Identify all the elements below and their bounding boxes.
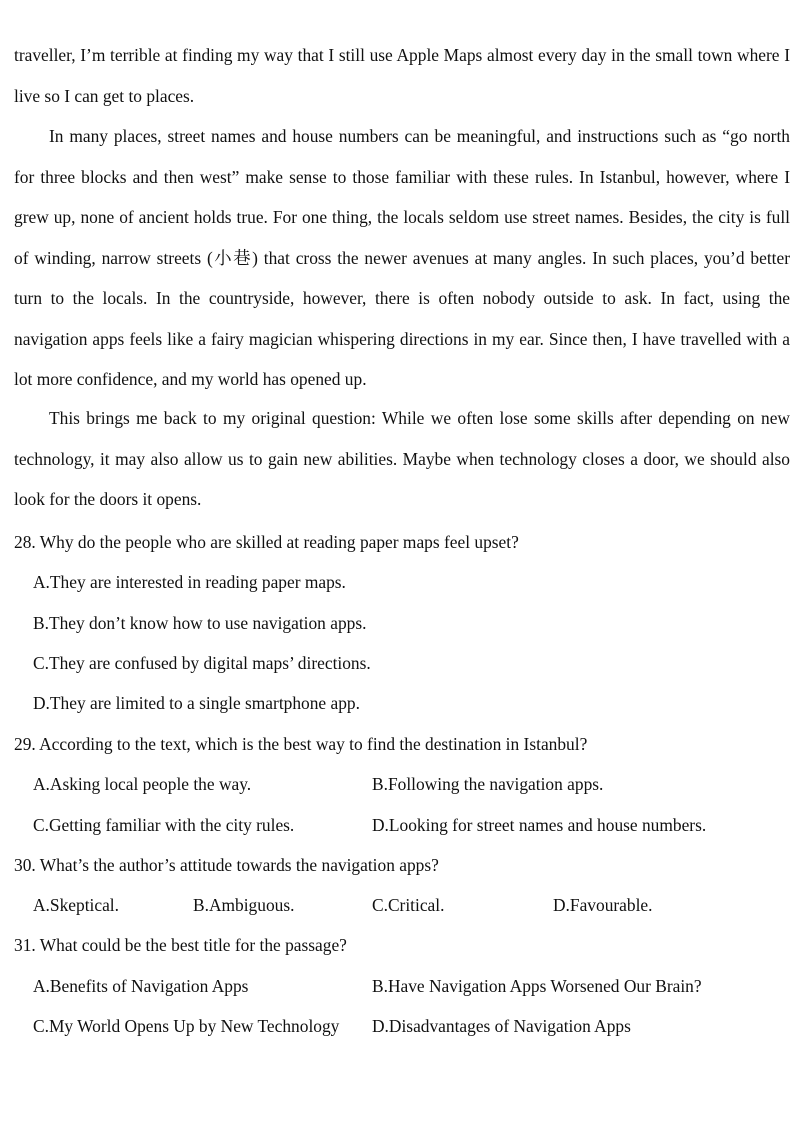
question-29-stem: 29. According to the text, which is the best way to find the destination in Istanbul?	[14, 734, 588, 754]
question-31-option-d: D.Disadvantages of Navigation Apps	[372, 1016, 631, 1036]
question-31-option-a: A.Benefits of Navigation Apps	[33, 976, 249, 996]
question-29-option-d: D.Looking for street names and house numbers.	[372, 815, 707, 835]
question-30-option-d: D.Favourable.	[553, 895, 653, 915]
question-31-option-b: B.Have Navigation Apps Worsened Our Brain?	[372, 976, 702, 996]
question-28-option-c: C.They are confused by digital maps’ directions.	[33, 653, 371, 673]
question-28-stem: 28. Why do the people who are skilled at reading paper maps feel upset?	[14, 532, 519, 552]
question-30-stem: 30. What’s the author’s attitude towards the navigation apps?	[14, 855, 439, 875]
question-30-option-c: C.Critical.	[372, 895, 445, 915]
question-29-option-c: C.Getting familiar with the city rules.	[33, 815, 295, 835]
question-28-option-a: A.They are interested in reading paper maps.	[33, 572, 346, 592]
question-30-option-a: A.Skeptical.	[33, 895, 119, 915]
question-29-option-b: B.Following the navigation apps.	[372, 774, 604, 794]
passage-paragraph-2: In many places, street names and house numbers can be meaningful, and instructions such as “go north for three blocks and then west” make sense to those familiar with these rules. In Istanbul, however, where I grew up, none of ancient holds true. For one thing, the locals seldom use street names. Besides, the city is full of winding, narrow streets (小巷) that cross the newer avenues at many angles. In such places, you’d better turn to the locals. In the countryside, however, there is often nobody outside to ask. In fact, using the navigation apps feels like a fairy magician whispering directions in my ear. Since then, I have travelled with a lot more confidence, and my world has opened up.	[14, 126, 790, 389]
question-30-option-b: B.Ambiguous.	[193, 895, 295, 915]
question-31-option-c: C.My World Opens Up by New Technology	[33, 1016, 340, 1036]
passage-paragraph-3: This brings me back to my original question: While we often lose some skills after depending on new technology, it may also allow us to gain new abilities. Maybe when technology closes a door, we should also look for the doors it opens.	[14, 408, 790, 509]
question-31-stem: 31. What could be the best title for the passage?	[14, 935, 347, 955]
passage-paragraph-1: traveller, I’m terrible at finding my way that I still use Apple Maps almost every day in the small town where I live so I can get to places.	[14, 45, 790, 106]
question-28-option-d: D.They are limited to a single smartphone app.	[33, 693, 360, 713]
question-28-option-b: B.They don’t know how to use navigation apps.	[33, 613, 367, 633]
question-29-option-a: A.Asking local people the way.	[33, 774, 252, 794]
